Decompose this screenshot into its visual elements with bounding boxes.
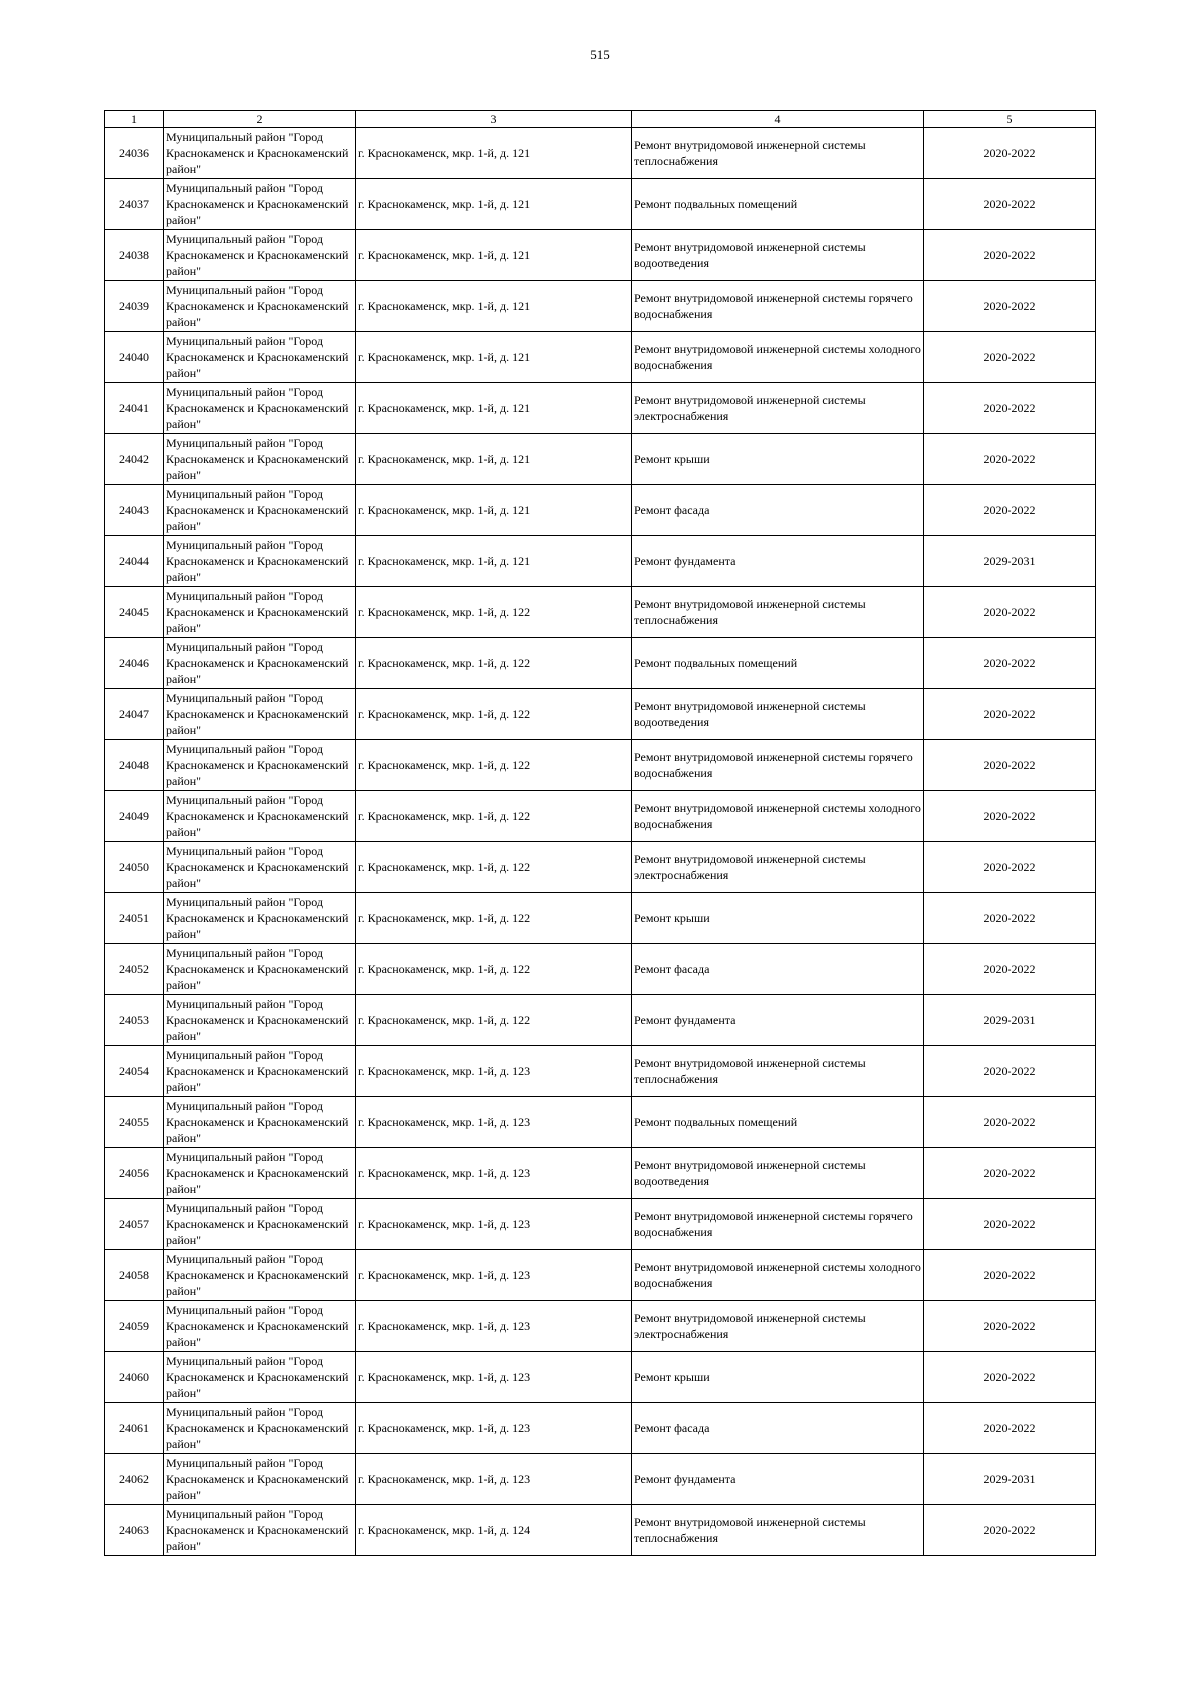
municipality-cell: Муниципальный район "Город Краснокаменск и Краснокаменский район" [164,179,356,230]
municipality-cell: Муниципальный район "Город Краснокаменск и Краснокаменский район" [164,1046,356,1097]
period-cell: 2029-2031 [924,995,1096,1046]
municipality-cell: Муниципальный район "Город Краснокаменск и Краснокаменский район" [164,689,356,740]
municipality-cell: Муниципальный район "Город Краснокаменск и Краснокаменский район" [164,536,356,587]
municipality-cell: Муниципальный район "Город Краснокаменск и Краснокаменский район" [164,434,356,485]
work-type-cell: Ремонт внутридомовой инженерной системы теплоснабжения [632,1505,924,1556]
work-type-cell: Ремонт фасада [632,485,924,536]
municipality-cell: Муниципальный район "Город Краснокаменск и Краснокаменский район" [164,740,356,791]
table-row [105,689,1096,740]
table-row [105,1097,1096,1148]
table-row [105,230,1096,281]
municipality-cell: Муниципальный район "Город Краснокаменск и Краснокаменский район" [164,1148,356,1199]
row-number: 24046 [105,638,164,689]
period-cell: 2029-2031 [924,536,1096,587]
work-type-cell: Ремонт внутридомовой инженерной системы теплоснабжения [632,128,924,179]
work-type-cell: Ремонт крыши [632,1352,924,1403]
table-row [105,383,1096,434]
municipality-cell: Муниципальный район "Город Краснокаменск и Краснокаменский район" [164,1250,356,1301]
municipality-cell: Муниципальный район "Город Краснокаменск и Краснокаменский район" [164,1505,356,1556]
address-cell: г. Краснокаменск, мкр. 1-й, д. 121 [356,128,632,179]
table-row [105,536,1096,587]
address-cell: г. Краснокаменск, мкр. 1-й, д. 121 [356,485,632,536]
period-cell: 2020-2022 [924,1199,1096,1250]
address-cell: г. Краснокаменск, мкр. 1-й, д. 123 [356,1301,632,1352]
municipality-cell: Муниципальный район "Город Краснокаменск и Краснокаменский район" [164,1097,356,1148]
work-type-cell: Ремонт внутридомовой инженерной системы теплоснабжения [632,1046,924,1097]
work-type-cell: Ремонт внутридомовой инженерной системы водоотведения [632,230,924,281]
address-cell: г. Краснокаменск, мкр. 1-й, д. 123 [356,1097,632,1148]
municipality-cell: Муниципальный район "Город Краснокаменск и Краснокаменский район" [164,1199,356,1250]
address-cell: г. Краснокаменск, мкр. 1-й, д. 121 [356,536,632,587]
work-type-cell: Ремонт подвальных помещений [632,179,924,230]
address-cell: г. Краснокаменск, мкр. 1-й, д. 122 [356,842,632,893]
row-number: 24048 [105,740,164,791]
municipality-cell: Муниципальный район "Город Краснокаменск и Краснокаменский район" [164,1454,356,1505]
municipality-cell: Муниципальный район "Город Краснокаменск и Краснокаменский район" [164,893,356,944]
table-row [105,128,1096,179]
column-header-4: 4 [632,111,924,128]
period-cell: 2020-2022 [924,1403,1096,1454]
address-cell: г. Краснокаменск, мкр. 1-й, д. 123 [356,1046,632,1097]
period-cell: 2020-2022 [924,434,1096,485]
work-type-cell: Ремонт внутридомовой инженерной системы горячего водоснабжения [632,1199,924,1250]
address-cell: г. Краснокаменск, мкр. 1-й, д. 123 [356,1250,632,1301]
period-cell: 2020-2022 [924,893,1096,944]
table-row [105,1301,1096,1352]
municipality-cell: Муниципальный район "Город Краснокаменск и Краснокаменский район" [164,485,356,536]
table-row [105,1403,1096,1454]
period-cell: 2020-2022 [924,128,1096,179]
address-cell: г. Краснокаменск, мкр. 1-й, д. 121 [356,332,632,383]
row-number: 24058 [105,1250,164,1301]
work-type-cell: Ремонт внутридомовой инженерной системы холодного водоснабжения [632,1250,924,1301]
row-number: 24061 [105,1403,164,1454]
table-row [105,944,1096,995]
column-header-2: 2 [164,111,356,128]
table-header [105,111,1096,128]
table-row [105,1352,1096,1403]
work-type-cell: Ремонт фундамента [632,536,924,587]
table-row [105,1505,1096,1556]
work-type-cell: Ремонт подвальных помещений [632,1097,924,1148]
row-number: 24050 [105,842,164,893]
address-cell: г. Краснокаменск, мкр. 1-й, д. 122 [356,587,632,638]
period-cell: 2020-2022 [924,587,1096,638]
address-cell: г. Краснокаменск, мкр. 1-й, д. 121 [356,179,632,230]
row-number: 24045 [105,587,164,638]
table-row [105,995,1096,1046]
row-number: 24055 [105,1097,164,1148]
address-cell: г. Краснокаменск, мкр. 1-й, д. 121 [356,281,632,332]
period-cell: 2020-2022 [924,332,1096,383]
address-cell: г. Краснокаменск, мкр. 1-й, д. 121 [356,383,632,434]
row-number: 24051 [105,893,164,944]
municipality-cell: Муниципальный район "Город Краснокаменск и Краснокаменский район" [164,791,356,842]
address-cell: г. Краснокаменск, мкр. 1-й, д. 122 [356,944,632,995]
address-cell: г. Краснокаменск, мкр. 1-й, д. 123 [356,1148,632,1199]
column-header-3: 3 [356,111,632,128]
table-row [105,281,1096,332]
period-cell: 2020-2022 [924,689,1096,740]
row-number: 24047 [105,689,164,740]
table-row [105,842,1096,893]
work-type-cell: Ремонт внутридомовой инженерной системы холодного водоснабжения [632,332,924,383]
work-type-cell: Ремонт внутридомовой инженерной системы электроснабжения [632,1301,924,1352]
table-row [105,1046,1096,1097]
table-row [105,791,1096,842]
municipality-cell: Муниципальный район "Город Краснокаменск и Краснокаменский район" [164,587,356,638]
table-row [105,638,1096,689]
column-header-1: 1 [105,111,164,128]
period-cell: 2020-2022 [924,791,1096,842]
work-type-cell: Ремонт крыши [632,893,924,944]
work-type-cell: Ремонт фасада [632,1403,924,1454]
address-cell: г. Краснокаменск, мкр. 1-й, д. 122 [356,740,632,791]
address-cell: г. Краснокаменск, мкр. 1-й, д. 121 [356,230,632,281]
period-cell: 2029-2031 [924,1454,1096,1505]
row-number: 24062 [105,1454,164,1505]
period-cell: 2020-2022 [924,1505,1096,1556]
period-cell: 2020-2022 [924,383,1096,434]
period-cell: 2020-2022 [924,638,1096,689]
table-row [105,434,1096,485]
row-number: 24043 [105,485,164,536]
work-type-cell: Ремонт фундамента [632,1454,924,1505]
period-cell: 2020-2022 [924,1250,1096,1301]
table-row [105,893,1096,944]
column-header-5: 5 [924,111,1096,128]
address-cell: г. Краснокаменск, мкр. 1-й, д. 122 [356,689,632,740]
municipality-cell: Муниципальный район "Город Краснокаменск и Краснокаменский район" [164,332,356,383]
work-type-cell: Ремонт внутридомовой инженерной системы водоотведения [632,689,924,740]
work-type-cell: Ремонт внутридомовой инженерной системы горячего водоснабжения [632,740,924,791]
municipality-cell: Муниципальный район "Город Краснокаменск и Краснокаменский район" [164,995,356,1046]
municipality-cell: Муниципальный район "Город Краснокаменск и Краснокаменский район" [164,842,356,893]
table-row [105,485,1096,536]
table-row [105,1148,1096,1199]
period-cell: 2020-2022 [924,281,1096,332]
header-row [105,111,1096,128]
work-type-cell: Ремонт внутридомовой инженерной системы электроснабжения [632,383,924,434]
period-cell: 2020-2022 [924,944,1096,995]
address-cell: г. Краснокаменск, мкр. 1-й, д. 121 [356,434,632,485]
data-table [104,110,1096,1556]
address-cell: г. Краснокаменск, мкр. 1-й, д. 122 [356,995,632,1046]
period-cell: 2020-2022 [924,1097,1096,1148]
row-number: 24053 [105,995,164,1046]
period-cell: 2020-2022 [924,179,1096,230]
work-type-cell: Ремонт внутридомовой инженерной системы холодного водоснабжения [632,791,924,842]
table-row [105,332,1096,383]
municipality-cell: Муниципальный район "Город Краснокаменск и Краснокаменский район" [164,1352,356,1403]
work-type-cell: Ремонт фасада [632,944,924,995]
work-type-cell: Ремонт внутридомовой инженерной системы горячего водоснабжения [632,281,924,332]
address-cell: г. Краснокаменск, мкр. 1-й, д. 123 [356,1403,632,1454]
address-cell: г. Краснокаменск, мкр. 1-й, д. 122 [356,893,632,944]
address-cell: г. Краснокаменск, мкр. 1-й, д. 123 [356,1199,632,1250]
municipality-cell: Муниципальный район "Город Краснокаменск и Краснокаменский район" [164,230,356,281]
table-row [105,740,1096,791]
row-number: 24054 [105,1046,164,1097]
row-number: 24063 [105,1505,164,1556]
row-number: 24036 [105,128,164,179]
period-cell: 2020-2022 [924,1352,1096,1403]
address-cell: г. Краснокаменск, мкр. 1-й, д. 123 [356,1352,632,1403]
row-number: 24041 [105,383,164,434]
period-cell: 2020-2022 [924,1148,1096,1199]
municipality-cell: Муниципальный район "Город Краснокаменск и Краснокаменский район" [164,128,356,179]
address-cell: г. Краснокаменск, мкр. 1-й, д. 124 [356,1505,632,1556]
work-type-cell: Ремонт внутридомовой инженерной системы теплоснабжения [632,587,924,638]
period-cell: 2020-2022 [924,740,1096,791]
period-cell: 2020-2022 [924,842,1096,893]
table-row [105,1250,1096,1301]
table-body [105,128,1096,1556]
row-number: 24057 [105,1199,164,1250]
row-number: 24056 [105,1148,164,1199]
table-row [105,179,1096,230]
row-number: 24049 [105,791,164,842]
row-number: 24060 [105,1352,164,1403]
period-cell: 2020-2022 [924,1046,1096,1097]
municipality-cell: Муниципальный район "Город Краснокаменск и Краснокаменский район" [164,281,356,332]
work-type-cell: Ремонт крыши [632,434,924,485]
address-cell: г. Краснокаменск, мкр. 1-й, д. 122 [356,638,632,689]
work-type-cell: Ремонт внутридомовой инженерной системы электроснабжения [632,842,924,893]
work-type-cell: Ремонт фундамента [632,995,924,1046]
page-number: 515 [590,47,610,62]
municipality-cell: Муниципальный район "Город Краснокаменск и Краснокаменский район" [164,383,356,434]
table-row [105,1454,1096,1505]
row-number: 24052 [105,944,164,995]
municipality-cell: Муниципальный район "Город Краснокаменск и Краснокаменский район" [164,944,356,995]
municipality-cell: Муниципальный район "Город Краснокаменск и Краснокаменский район" [164,1301,356,1352]
address-cell: г. Краснокаменск, мкр. 1-й, д. 122 [356,791,632,842]
municipality-cell: Муниципальный район "Город Краснокаменск и Краснокаменский район" [164,1403,356,1454]
table-row [105,1199,1096,1250]
row-number: 24059 [105,1301,164,1352]
municipality-cell: Муниципальный район "Город Краснокаменск и Краснокаменский район" [164,638,356,689]
row-number: 24044 [105,536,164,587]
period-cell: 2020-2022 [924,485,1096,536]
period-cell: 2020-2022 [924,1301,1096,1352]
row-number: 24037 [105,179,164,230]
work-type-cell: Ремонт подвальных помещений [632,638,924,689]
table-row [105,587,1096,638]
row-number: 24042 [105,434,164,485]
row-number: 24040 [105,332,164,383]
address-cell: г. Краснокаменск, мкр. 1-й, д. 123 [356,1454,632,1505]
row-number: 24039 [105,281,164,332]
work-type-cell: Ремонт внутридомовой инженерной системы водоотведения [632,1148,924,1199]
period-cell: 2020-2022 [924,230,1096,281]
row-number: 24038 [105,230,164,281]
